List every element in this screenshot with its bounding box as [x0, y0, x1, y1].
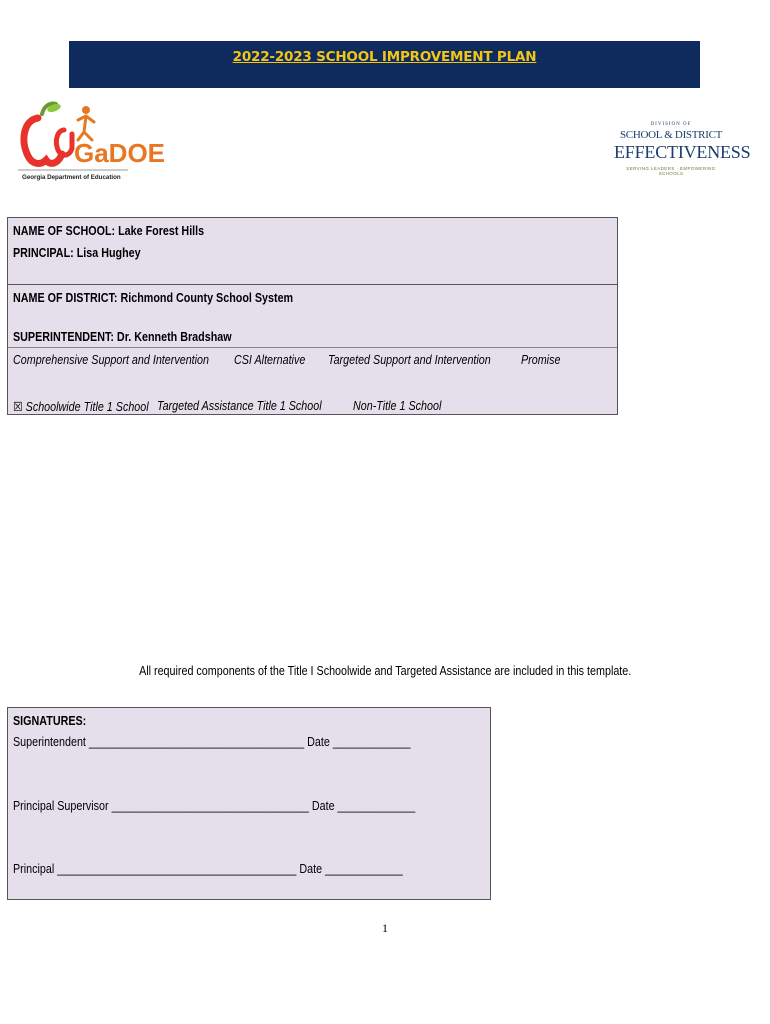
page-number: 1 [382, 921, 388, 935]
title-banner [69, 41, 700, 88]
checkbox-non-title1[interactable] [353, 399, 441, 413]
school-section [8, 218, 617, 285]
school-info-box [7, 217, 618, 415]
checkbox-label: Targeted Assistance Title 1 School [157, 399, 322, 413]
checkbox-schoolwide-title1[interactable] [13, 399, 149, 414]
checkbox-label: Comprehensive Support and Intervention [13, 353, 210, 367]
checkbox-label: Targeted Support and Intervention [328, 353, 491, 367]
signatures-box [7, 707, 491, 900]
page-title: 2022-2023 SCHOOL IMPROVEMENT PLAN [232, 49, 537, 65]
template-note-text: All required components of the Title I Schoolwide and Targeted Assistance are included in this template. [138, 664, 632, 678]
checkbox-label: Non-Title 1 School [353, 399, 442, 413]
sde-logo-line2: SCHOOL & DISTRICT [619, 129, 723, 141]
template-note [0, 664, 770, 678]
checkbox-label: Schoolwide Title 1 School [25, 400, 149, 414]
principal-supervisor-signature-line[interactable]: Principal Supervisor _________________________________ Date _____________ [13, 799, 416, 813]
checkbox-targeted-assistance[interactable] [157, 399, 322, 413]
sde-logo-line1: DIVISION OF [650, 122, 692, 127]
principal-name: PRINCIPAL: Lisa Hughey [13, 246, 141, 260]
signatures-heading: SIGNATURES: [13, 714, 87, 728]
sde-logo [614, 120, 751, 182]
checked-box-icon: ☒ [13, 400, 23, 414]
sde-logo-line4: SERVING LEADERS · EMPOWERING SCHOOLS [626, 166, 716, 176]
gadoe-logo [18, 100, 166, 184]
school-name: NAME OF SCHOOL: Lake Forest Hills [13, 224, 205, 238]
checkbox-label: CSI Alternative [234, 353, 306, 367]
principal-signature-line[interactable]: Principal ________________________________________ Date _____________ [13, 862, 403, 876]
checkbox-targeted-support[interactable] [328, 353, 491, 367]
checkbox-label: Promise [521, 353, 561, 367]
checkbox-comprehensive-support[interactable] [13, 353, 209, 367]
gadoe-logo-text: GaDOE [74, 138, 166, 168]
gadoe-logo-caption: Georgia Department of Education [22, 174, 121, 181]
district-name: NAME OF DISTRICT: Richmond County School System [13, 291, 294, 305]
checkbox-csi-alternative[interactable] [234, 353, 305, 367]
sde-logo-line3: EFFECTIVENESS [614, 142, 751, 162]
superintendent-name: SUPERINTENDENT: Dr. Kenneth Bradshaw [13, 330, 232, 344]
checkbox-promise[interactable] [521, 353, 560, 367]
district-section [8, 285, 617, 348]
superintendent-signature-line[interactable]: Superintendent ____________________________________ Date _____________ [13, 735, 411, 749]
